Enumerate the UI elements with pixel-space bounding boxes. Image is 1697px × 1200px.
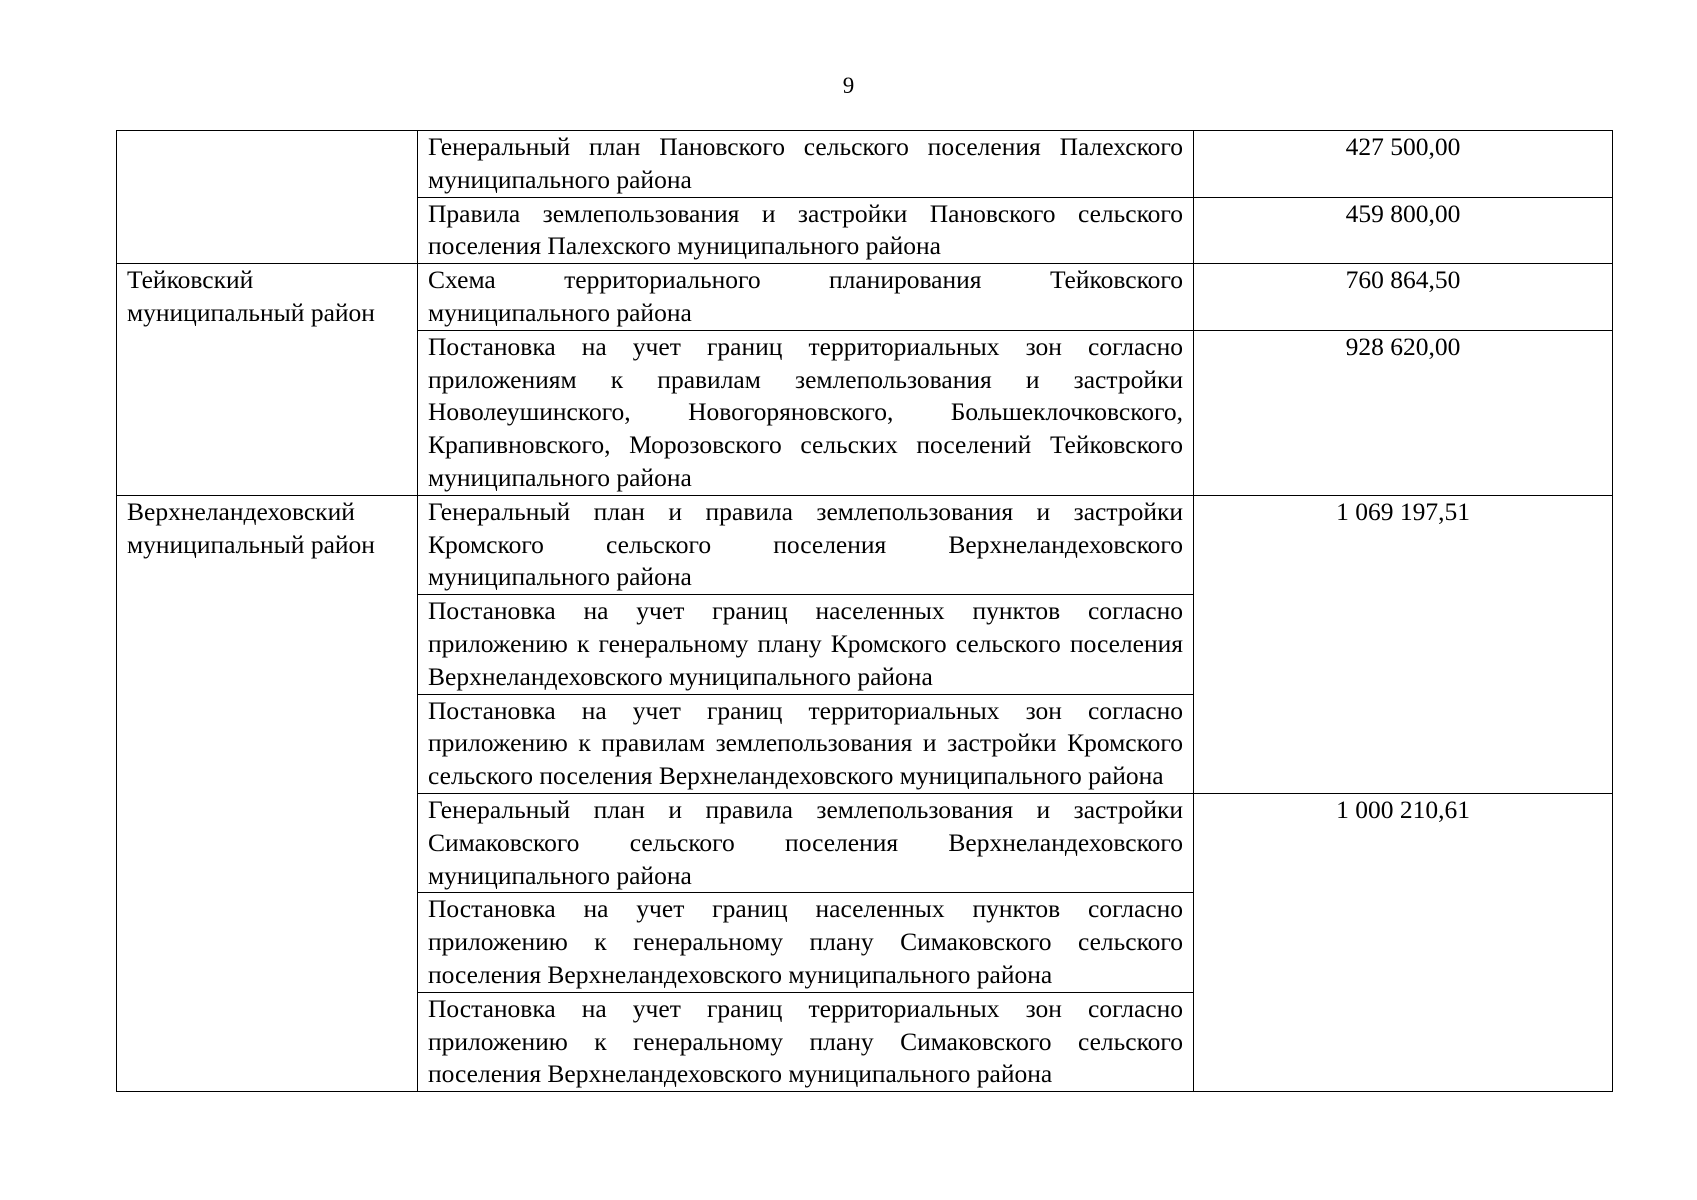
district-cell: Тейковский муниципальный район: [117, 264, 418, 496]
work-cell: Генеральный план и правила землепользования и застройки Симаковского сельского поселения Верхнеландеховского муниципального района: [418, 793, 1194, 892]
work-cell: Постановка на учет границ территориальных зон согласно приложению к генеральному плану Симаковского сельского поселения Верхнеландеховского муниципального района: [418, 992, 1194, 1091]
sum-cell: 427 500,00: [1194, 131, 1613, 198]
work-cell: Генеральный план и правила землепользования и застройки Кромского сельского поселения Верхнеландеховского муниципального района: [418, 495, 1194, 594]
funding-table: [116, 130, 1613, 1092]
work-cell: Постановка на учет границ территориальных зон согласно приложениям к правилам землепользования и застройки Новолеушинского, Новогоряновского, Большеклочковского, Крапивновского, Морозовского сельских поселений Тейковского муниципального района: [418, 330, 1194, 495]
work-cell: Постановка на учет границ населенных пунктов согласно приложению к генеральному плану Симаковского сельского поселения Верхнеландеховского муниципального района: [418, 893, 1194, 992]
table-row: [117, 495, 1613, 594]
work-cell: Постановка на учет границ населенных пунктов согласно приложению к генеральному плану Кромского сельского поселения Верхнеландеховского муниципального района: [418, 595, 1194, 694]
sum-cell: 760 864,50: [1194, 264, 1613, 331]
table-row: [117, 264, 1613, 331]
table-row: [117, 131, 1613, 198]
work-cell: Генеральный план Пановского сельского поселения Палехского муниципального района: [418, 131, 1194, 198]
page-number: 9: [842, 73, 855, 98]
sum-cell: 1 000 210,61: [1194, 793, 1613, 1091]
district-cell: Верхнеландеховский муниципальный район: [117, 495, 418, 1091]
sum-cell: 459 800,00: [1194, 197, 1613, 264]
district-cell: [117, 131, 418, 264]
work-cell: Схема территориального планирования Тейковского муниципального района: [418, 264, 1194, 331]
work-cell: Правила землепользования и застройки Пановского сельского поселения Палехского муниципального района: [418, 197, 1194, 264]
sum-cell: 1 069 197,51: [1194, 495, 1613, 793]
sum-cell: 928 620,00: [1194, 330, 1613, 495]
work-cell: Постановка на учет границ территориальных зон согласно приложению к правилам землепользования и застройки Кромского сельского поселения Верхнеландеховского муниципального района: [418, 694, 1194, 793]
